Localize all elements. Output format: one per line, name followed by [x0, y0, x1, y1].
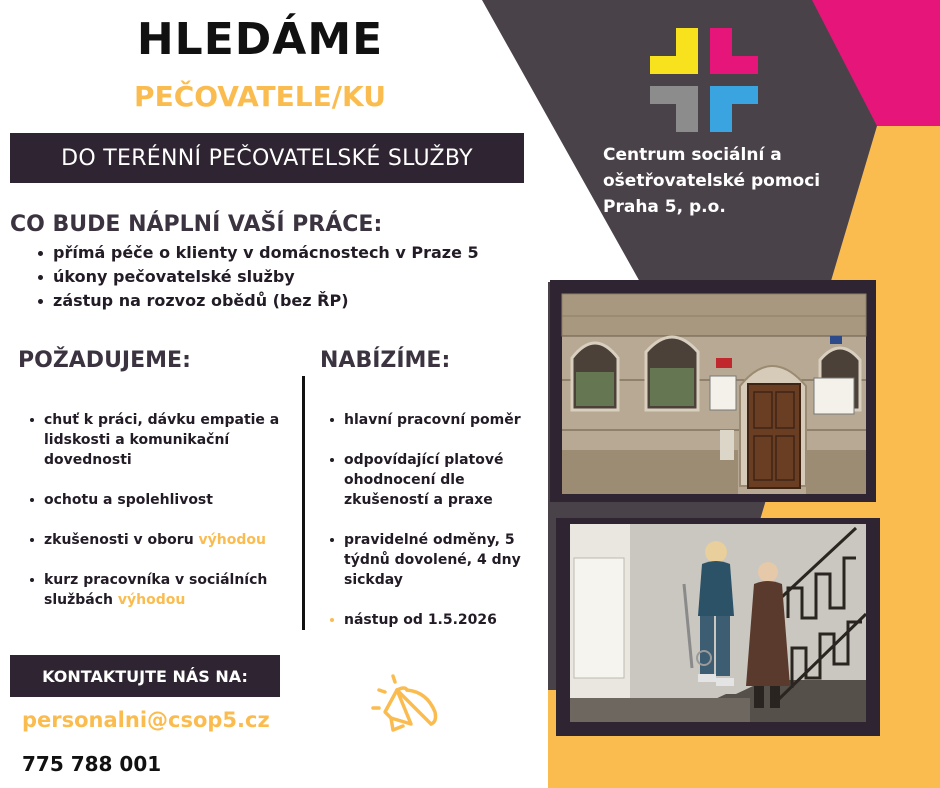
headline: HLEDÁME	[136, 14, 384, 65]
list-item: nástup od 1.5.2026	[328, 610, 497, 630]
list-item: úkony pečovatelské služby	[38, 265, 479, 289]
list-item: zkušenosti v oboru výhodou	[28, 530, 266, 550]
offers-heading: NABÍZÍME:	[320, 348, 451, 373]
list-item: odpovídající platové ohodnocení dle zkušeností a praxe	[328, 450, 503, 510]
list-item: ochotu a spolehlivost	[28, 490, 213, 510]
organization-name: Centrum sociální a ošetřovatelské pomoci Praha 5, p.o.	[603, 145, 821, 217]
column-divider	[302, 376, 305, 630]
duties-list	[38, 241, 479, 313]
contact-heading: KONTAKTUJTE NÁS NA:	[10, 655, 280, 697]
list-item: kurz pracovníka v sociálních službách výhodou	[28, 570, 267, 610]
advantage-highlight: výhodou	[117, 592, 186, 608]
phone-number[interactable]: 775 788 001	[22, 752, 162, 776]
list-item: přímá péče o klienty v domácnostech v Praze 5	[38, 241, 479, 265]
list-item: hlavní pracovní poměr	[328, 410, 521, 430]
email-link[interactable]: personalni@csop5.cz	[22, 708, 270, 732]
list-item: chuť k práci, dávku empatie a lidskosti a komunikační dovednosti	[28, 410, 279, 470]
position-title: PEČOVATELE/KU	[134, 80, 386, 113]
cross-logo-icon	[648, 26, 760, 134]
requirements-heading: POŽADUJEME:	[18, 348, 191, 373]
duties-heading: CO BUDE NÁPLNÍ VAŠÍ PRÁCE:	[10, 212, 383, 237]
advantage-highlight: výhodou	[198, 532, 266, 548]
list-item: pravidelné odměny, 5 týdnů dovolené, 4 dny sickday	[328, 530, 521, 590]
service-banner: DO TERÉNNÍ PEČOVATELSKÉ SLUŽBY	[10, 133, 524, 183]
building-photo	[550, 280, 876, 502]
megaphone-icon	[367, 668, 453, 754]
list-item: zástup na rozvoz obědů (bez ŘP)	[38, 289, 479, 313]
stairs-photo	[556, 518, 880, 736]
